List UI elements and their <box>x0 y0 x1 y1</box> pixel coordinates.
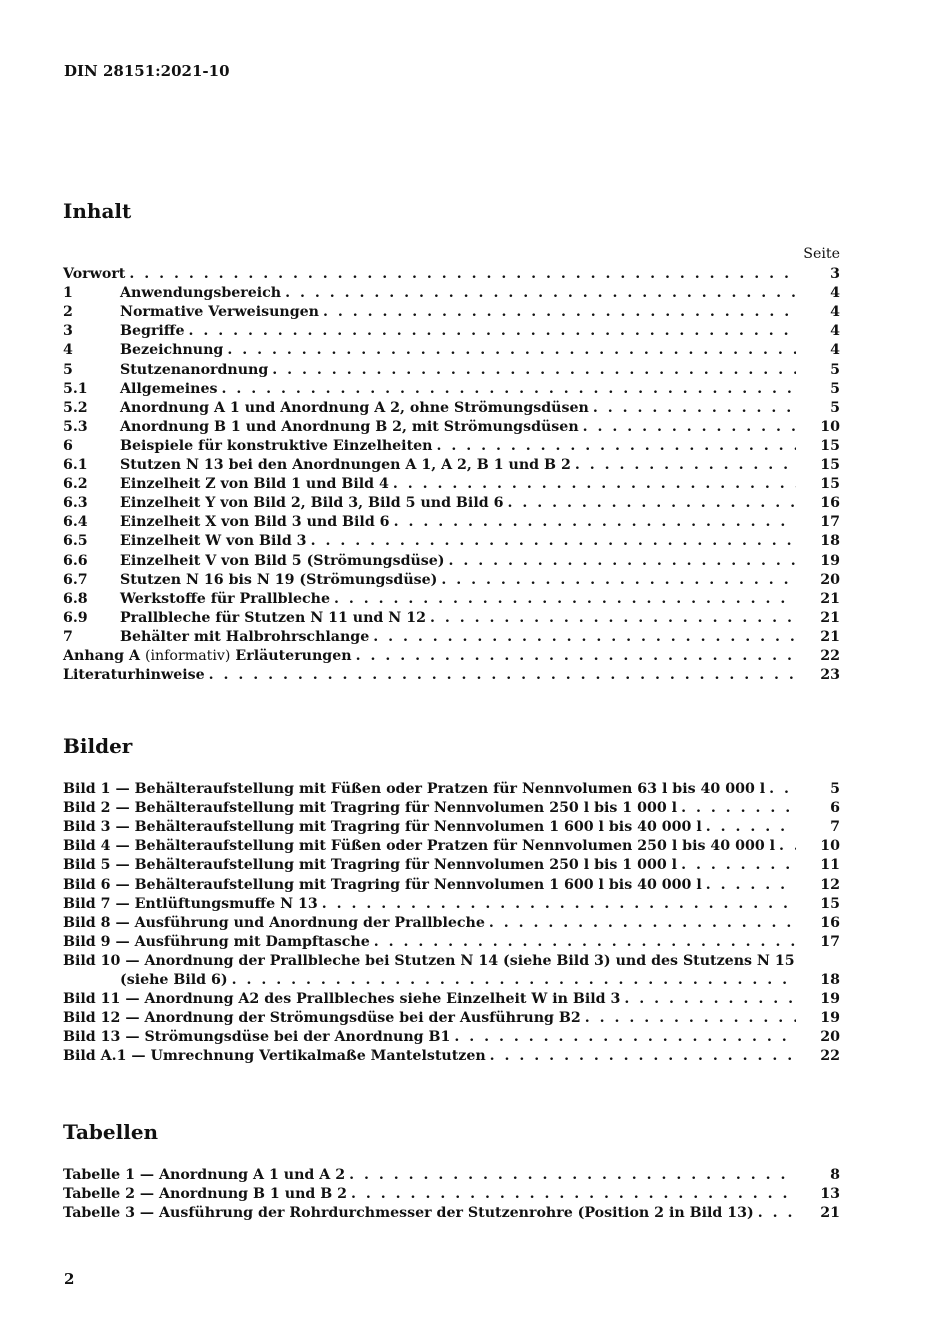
figure-entry[interactable]: Bild 13 — Strömungsdüse bei der Anordnung B1 . . . 20 <box>63 1028 840 1047</box>
toc-entry[interactable]: 6.6 Einzelheit V von Bild 5 (Strömungsdüse) . . . 19 <box>63 551 840 570</box>
figure-entry-continued[interactable]: (siehe Bild 6) . . . 18 <box>63 971 840 990</box>
figure-entry[interactable]: Bild 6 — Behälteraufstellung mit Tragring für Nennvolumen 1 600 l bis 40 000 l . . . 12 <box>63 875 840 894</box>
toc-entry[interactable]: 6.8 Werkstoffe für Prallbleche . . . 21 <box>63 590 840 609</box>
toc-entry[interactable]: 5 Stutzenanordnung . . . 5 <box>63 360 840 379</box>
figures-list <box>63 780 840 1066</box>
contents-list <box>63 265 840 685</box>
toc-entry[interactable]: 6.4 Einzelheit X von Bild 3 und Bild 6 . . . 17 <box>63 513 840 532</box>
table-entry[interactable]: Tabelle 3 — Ausführung der Rohrdurchmesser der Stutzenrohre (Position 2 in Bild 13) . . . 21 <box>63 1204 840 1223</box>
figure-entry[interactable]: Bild 2 — Behälteraufstellung mit Tragring für Nennvolumen 250 l bis 1 000 l . . . 6 <box>63 799 840 818</box>
page-column-label: Seite <box>803 246 840 262</box>
figure-entry[interactable]: Bild 10 — Anordnung der Prallbleche bei Stutzen N 14 (siehe Bild 3) und des Stutzens N 15 <box>63 952 795 969</box>
tables-list <box>63 1166 840 1223</box>
toc-entry[interactable]: 6 Beispiele für konstruktive Einzelheiten . . . 15 <box>63 437 840 456</box>
toc-entry[interactable]: 3 Begriffe . . . 4 <box>63 322 840 341</box>
figure-entry[interactable]: Bild 12 — Anordnung der Strömungsdüse bei der Ausführung B2 . . . 19 <box>63 1009 840 1028</box>
toc-entry[interactable]: Vorwort . . . 3 <box>63 265 840 284</box>
toc-entry[interactable]: 6.3 Einzelheit Y von Bild 2, Bild 3, Bild 5 und Bild 6 . . . 16 <box>63 494 840 513</box>
figure-entry[interactable]: Bild 7 — Entlüftungsmuffe N 13 . . . 15 <box>63 895 840 914</box>
figure-entry[interactable]: Bild A.1 — Umrechnung Vertikalmaße Mantelstutzen . . . 22 <box>63 1047 840 1066</box>
toc-entry-annex[interactable]: Anhang A (informativ) Erläuterungen . . . 22 <box>63 647 840 666</box>
toc-entry-bibliography[interactable]: Literaturhinweise . . . 23 <box>63 666 840 685</box>
toc-entry[interactable]: 5.3 Anordnung B 1 und Anordnung B 2, mit Strömungsdüsen . . . 10 <box>63 418 840 437</box>
toc-entry[interactable]: 5.2 Anordnung A 1 und Anordnung A 2, ohne Strömungsdüsen . . . 5 <box>63 399 840 418</box>
toc-entry[interactable]: 6.7 Stutzen N 16 bis N 19 (Strömungsdüse) . . . 20 <box>63 571 840 590</box>
figure-entry[interactable]: Bild 4 — Behälteraufstellung mit Füßen oder Pratzen für Nennvolumen 250 l bis 40 000 l . . . 10 <box>63 837 840 856</box>
toc-entry[interactable]: 1 Anwendungsbereich . . . 4 <box>63 284 840 303</box>
tables-heading: Tabellen <box>63 1120 159 1144</box>
toc-entry[interactable]: 2 Normative Verweisungen . . . 4 <box>63 303 840 322</box>
toc-entry[interactable]: 6.1 Stutzen N 13 bei den Anordnungen A 1, A 2, B 1 und B 2 . . . 15 <box>63 456 840 475</box>
figure-entry[interactable]: Bild 5 — Behälteraufstellung mit Tragring für Nennvolumen 250 l bis 1 000 l . . . 11 <box>63 856 840 875</box>
figures-heading: Bilder <box>63 734 133 758</box>
toc-entry[interactable]: 5.1 Allgemeines . . . 5 <box>63 380 840 399</box>
toc-entry[interactable]: 6.5 Einzelheit W von Bild 3 . . . 18 <box>63 532 840 551</box>
toc-entry[interactable]: 7 Behälter mit Halbrohrschlange . . . 21 <box>63 628 840 647</box>
table-entry[interactable]: Tabelle 1 — Anordnung A 1 und A 2 . . . 8 <box>63 1166 840 1185</box>
toc-entry[interactable]: 4 Bezeichnung . . . 4 <box>63 341 840 360</box>
toc-entry[interactable]: 6.9 Prallbleche für Stutzen N 11 und N 12 . . . 21 <box>63 609 840 628</box>
document-id: DIN 28151:2021-10 <box>64 62 230 80</box>
figure-entry[interactable]: Bild 3 — Behälteraufstellung mit Tragring für Nennvolumen 1 600 l bis 40 000 l . . . 7 <box>63 818 840 837</box>
figure-entry[interactable]: Bild 8 — Ausführung und Anordnung der Prallbleche . . . 16 <box>63 914 840 933</box>
page-number: 2 <box>64 1270 75 1288</box>
contents-heading: Inhalt <box>63 199 132 223</box>
table-entry[interactable]: Tabelle 2 — Anordnung B 1 und B 2 . . . 13 <box>63 1185 840 1204</box>
toc-entry[interactable]: 6.2 Einzelheit Z von Bild 1 und Bild 4 . . . 15 <box>63 475 840 494</box>
figure-entry[interactable]: Bild 9 — Ausführung mit Dampftasche . . . 17 <box>63 933 840 952</box>
figure-entry[interactable]: Bild 1 — Behälteraufstellung mit Füßen oder Pratzen für Nennvolumen 63 l bis 40 000 l . . . 5 <box>63 780 840 799</box>
figure-entry[interactable]: Bild 11 — Anordnung A2 des Prallbleches siehe Einzelheit W in Bild 3 . . . 19 <box>63 990 840 1009</box>
